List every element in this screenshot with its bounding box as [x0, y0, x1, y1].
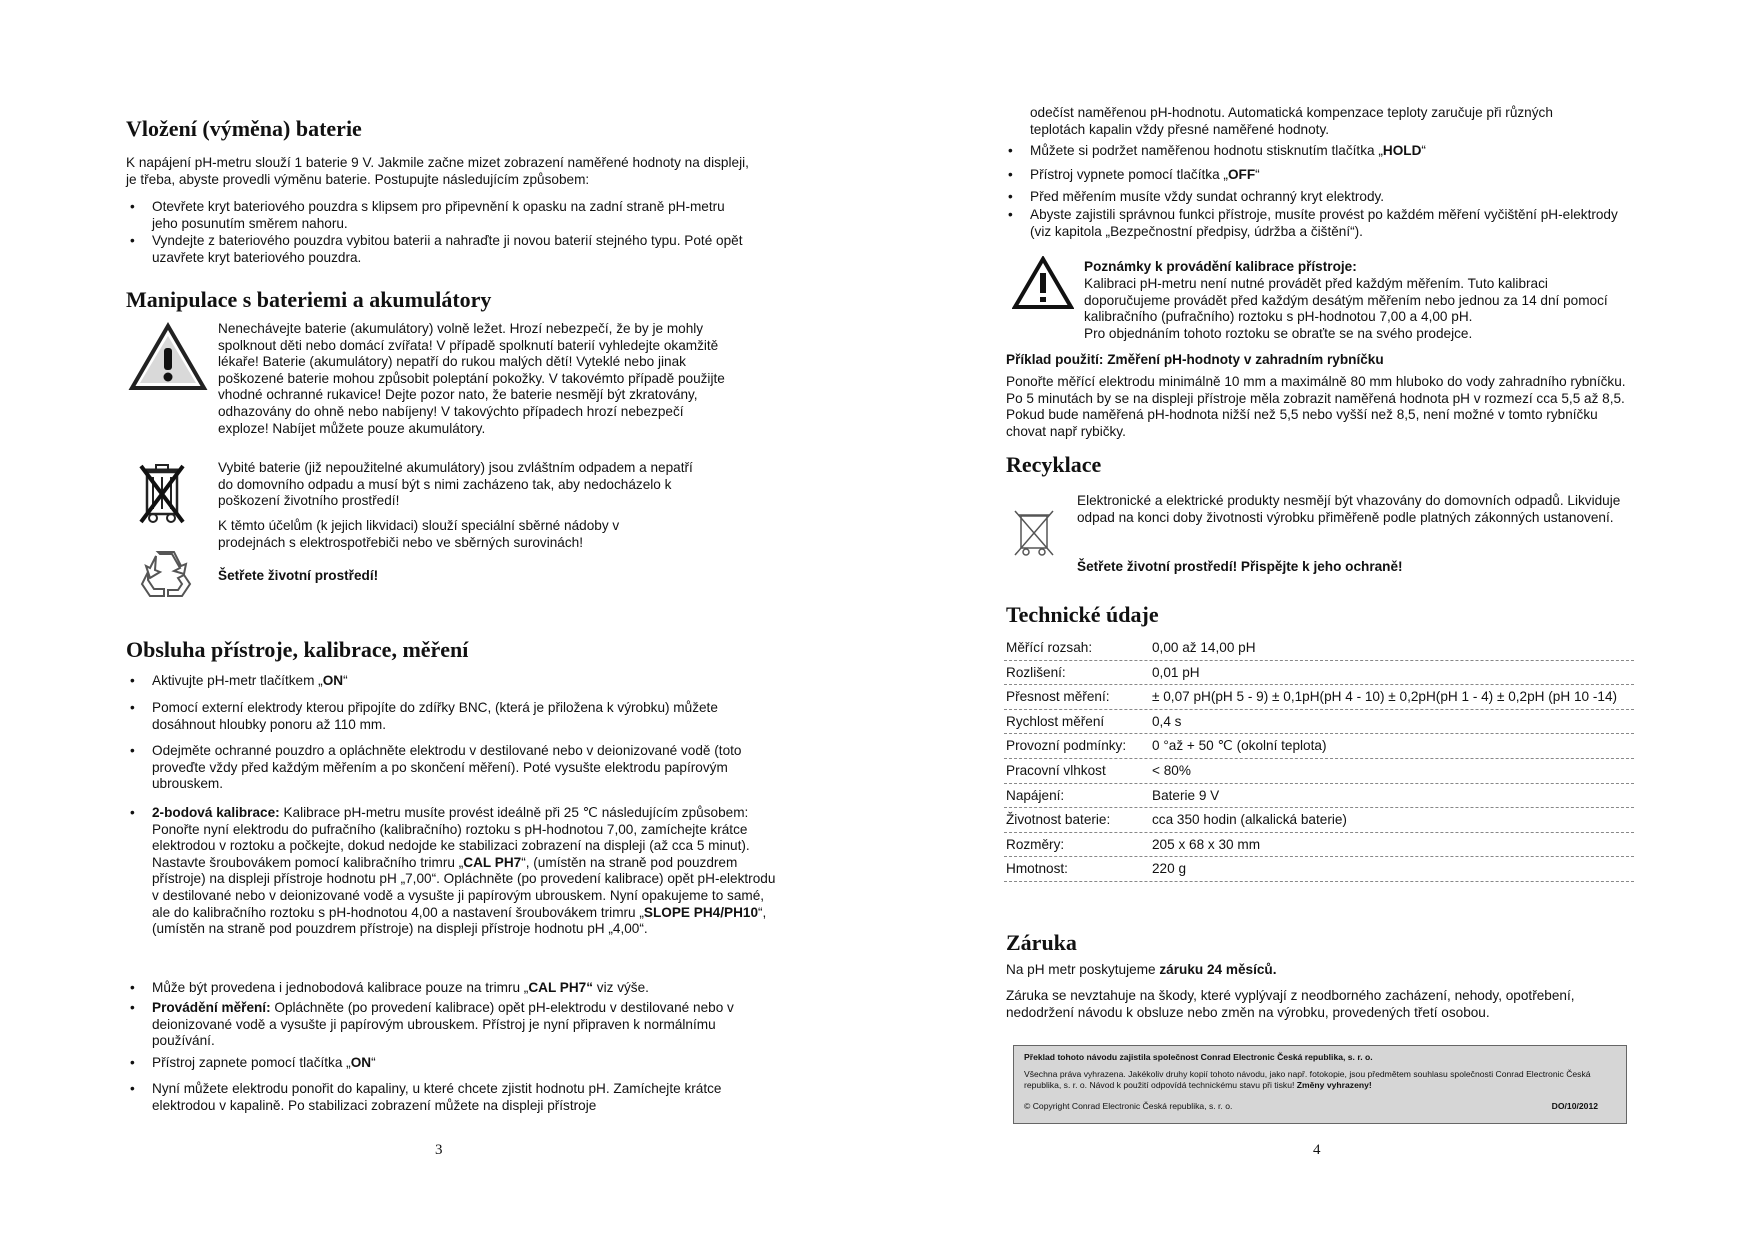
handling-warning: Nenechávejte baterie (akumulátory) volně ležet. Hrozí nebezpečí, že by je mohly spolknout děti nebo domácí zvířata! V případě spolknutí baterií vyhledejte okamžitě lékaře! Baterie (akumulátory) nepatří do rukou malých dětí! Vyteklé nebo jinak poškozené baterie mohou způsobit poleptání pokožky. V takovémto případě použijte vhodné ochranné rukavice! Dejte pozor nato, že baterie nesmějí být zkratovány, odhazovány do ohně nebo nabíjeny! V takovýchto případech hrozí nebezpečí exploze! Nabíjet můžete pouze akumulátory. [218, 321, 725, 436]
continued-text: odečíst naměřenou pH-hodnotu. Automatická kompenzace teploty zaručuje při různých teplotách kapalin vždy přesné naměřené hodnoty. [1030, 105, 1553, 137]
recycle-heading: Recyklace [1006, 452, 1102, 477]
tech-row: Hmotnost: 220 g [1004, 857, 1634, 882]
footer-title: Překlad tohoto návodu zajistila společnost Conrad Electronic Česká republika, s. r. o. [1024, 1052, 1373, 1062]
tech-row: Provozní podmínky: 0 °až + 50 ℃ (okolní teplota) [1004, 734, 1634, 759]
tech-row: Měřící rozsah: 0,00 až 14,00 pH [1004, 636, 1634, 661]
battery-intro: K napájení pH-metru slouží 1 baterie 9 V. Jakmile začne mizet zobrazení naměřené hodnoty na displeji, je třeba, abyste provedli výměnu baterie. Postupujte následujícím způsobem: [126, 155, 749, 187]
step-clean: • Abyste zajistili správnou funkci přístroje, musíte provést po každém měření vyčištění pH-elektrody (viz kapitola „Bezpečnostní předpisy, údržba a čištění“). [1004, 207, 1630, 240]
warranty-heading: Záruka [1006, 930, 1077, 955]
tech-row: Rozlišení: 0,01 pH [1004, 661, 1634, 686]
warranty-text: Záruka se nevztahuje na škody, které vyplývají z neodborného zacházení, nehody, opotřebení, nedodržení návodu k obsluze nebo změn na výrobku, provedených třetí osobou. [1006, 988, 1575, 1020]
battery-heading: Vložení (výměna) baterie [126, 116, 362, 141]
tech-row: Rozměry: 205 x 68 x 30 mm [1004, 833, 1634, 858]
calibration-note-title: Poznámky k provádění kalibrace přístroje: [1084, 259, 1357, 274]
op-step-on2: • Přístroj zapnete pomocí tlačítka „ON“ [126, 1055, 752, 1072]
handling-collection: K těmto účelům (k jejich likvidaci) slouží speciální sběrné nádoby v prodejnách s elektrospotřebiči nebo ve sběrných surovinách! [218, 518, 620, 550]
handling-heading: Manipulace s bateriemi a akumulátory [126, 287, 492, 312]
step-off: • Přístroj vypnete pomocí tlačítka „OFF“ [1004, 167, 1630, 184]
step-hold: • Můžete si podržet naměřenou hodnotu stisknutím tlačítka „HOLD“ [1004, 143, 1630, 160]
op-step-on: • Aktivujte pH-metr tlačítkem „ON“ [126, 673, 752, 690]
recycle-save: Šetřete životní prostředí! Přispějte k jeho ochraně! [1077, 559, 1403, 574]
page-number-right: 4 [1313, 1142, 1321, 1158]
recycle-icon [138, 548, 194, 600]
tech-row: Napájení: Baterie 9 V [1004, 784, 1634, 809]
tech-row: Přesnost měření: ± 0,07 pH(pH 5 - 9) ± 0,1pH(pH 4 - 10) ± 0,2pH(pH 1 - 4) ± 0,2pH (pH 10 -14) [1004, 685, 1634, 710]
op-step-rinse: • Odejměte ochranné pouzdro a opláchněte elektrodu v destilované nebo v deionizované vodě (toto proveďte vždy před každým měřením a po skončení měření). Poté vysušte elektrodu papírovým ubrouskem. [126, 743, 780, 793]
step-cap: • Před měřením musíte vždy sundat ochranný kryt elektrody. [1004, 189, 1630, 206]
footer-copyright: © Copyright Conrad Electronic Česká republika, s. r. o. [1024, 1101, 1233, 1111]
footer-rights: Všechna práva vyhrazena. Jakékoliv druhy kopií tohoto návodu, jako např. fotokopie, jsou předmětem souhlasu společnosti Conrad Electronic Česká republika, s. r. o. Návod k použití odpovídá technickému stavu při tisku! Změny vyhrazeny! [1024, 1069, 1591, 1090]
op-step-calibration: • 2-bodová kalibrace: Kalibrace pH-metru musíte provést ideálně při 25 ℃ následujícím způsobem: Ponořte nyní elektrodu do pufračního (kalibračního) roztoku s pH-hodnotou 7,00, zamíchejte krátce elektrodou v roztoku a počkejte, dokud nedojde ke stabilizaci zobrazení na displeji (až cca 5 minut). Nastavte šroubovákem pomocí kalibračního trimru „CAL PH7“, (umístěn na straně pod pouzdrem přístroje) na displeji přístroje hodnotu pH „7,00“. Opláchněte (po provedení kalibrace) opět pH-elektrodu v destilované nebo v deionizované vodě a vysušte ji papírovým ubrouskem. Nyní opakujeme to samé, ale do kalibračního roztoku s pH-hodnotou 4,00 a nastavení šroubovákem trimru „SLOPE PH4/PH10“, (umístěn na straně pod pouzdrem přístroje) na displeji přístroje hodnotu pH „4,00“. [126, 805, 780, 938]
tech-row: Rychlost měření 0,4 s [1004, 710, 1634, 735]
handling-disposal: Vybité baterie (již nepoužitelné akumulátory) jsou zvláštním odpadem a nepatří do domovního odpadu a musí být s nimi zacházeno tak, aby nedocházelo k poškození životního prostředí! [218, 460, 693, 509]
tech-row: Životnost baterie: cca 350 hodin (alkalická baterie) [1004, 808, 1634, 833]
op-step-immerse: • Nyní můžete elektrodu ponořit do kapaliny, u které chcete zjistit hodnotu pH. Zamíchejte krátce elektrodou v kapalině. Po stabilizaci zobrazení můžete na displeji přístroje [126, 1081, 784, 1114]
op-step-single: • Může být provedena i jednobodová kalibrace pouze na trimru „CAL PH7“ viz výše. [126, 980, 772, 997]
tech-table [1004, 636, 1634, 882]
warning-triangle-icon [128, 322, 208, 392]
operation-heading: Obsluha přístroje, kalibrace, měření [126, 637, 469, 662]
calibration-note-text: Kalibraci pH-metru není nutné provádět před každým měřením. Tuto kalibraci doporučujeme provádět před každým desátým měřením nebo jednou za 14 dní pomocí kalibračního (pufračního) roztoku s pH-hodnotou 7,00 a 4,00 pH. [1084, 276, 1608, 325]
page-number-left: 3 [435, 1142, 443, 1158]
handling-save: Šetřete životní prostředí! [218, 568, 379, 583]
tech-row: Pracovní vlhkost < 80% [1004, 759, 1634, 784]
footer-code: DO/10/2012 [1551, 1101, 1598, 1111]
op-step-electrode: • Pomocí externí elektrody kterou připojíte do zdířky BNC, (která je přiložena k výrobku) můžete dosáhnout hloubky ponoru až 110 mm. [126, 700, 752, 733]
example-text: Ponořte měřící elektrodu minimálně 10 mm a maximálně 80 mm hluboko do vody zahradního rybníčku. Po 5 minutách by se na displeji přístroje měla zobrazit naměřená hodnota pH v rozmezí cca 5,5 až 8,5. Pokud bude naměřená pH-hodnota nižší než 5,5 nebo vyšší než 8,5, není možné v tomto rybníčku chovat např rybičky. [1006, 374, 1626, 439]
calibration-note-order: Pro objednáním tohoto roztoku se obraťte se na svého prodejce. [1084, 326, 1473, 341]
warning-triangle-icon [1012, 256, 1074, 310]
translation-footer [1013, 1045, 1627, 1124]
example-title: Příklad použití: Změření pH-hodnoty v zahradním rybníčku [1006, 352, 1384, 367]
crossed-bin-icon [1012, 508, 1056, 558]
tech-heading: Technické údaje [1006, 602, 1159, 627]
battery-step: • Vyndejte z bateriového pouzdra vybitou baterii a nahraďte ji novou baterií stejného typu. Poté opět uzavřete kryt bateriového pouzdra. [126, 233, 772, 266]
op-step-measure: • Provádění měření: Opláchněte (po provedení kalibrace) opět pH-elektrodu v destilované nebo v deionizované vodě a vysušte ji papírovým ubrouskem. Přístroj je nyní připraven k normálnímu používání. [126, 1000, 766, 1050]
battery-step: • Otevřete kryt bateriového pouzdra s klipsem pro připevnění k opasku na zadní straně pH-metru jeho posunutím směrem nahoru. [126, 199, 742, 232]
crossed-bin-icon [138, 460, 186, 528]
warranty-period: Na pH metr poskytujeme záruku 24 měsíců. [1006, 962, 1277, 977]
recycle-text: Elektronické a elektrické produkty nesmějí být vhazovány do domovních odpadů. Likviduje odpad na konci doby životnosti výrobku přiměřeně podle platných zákonných ustanovení. [1077, 493, 1621, 525]
